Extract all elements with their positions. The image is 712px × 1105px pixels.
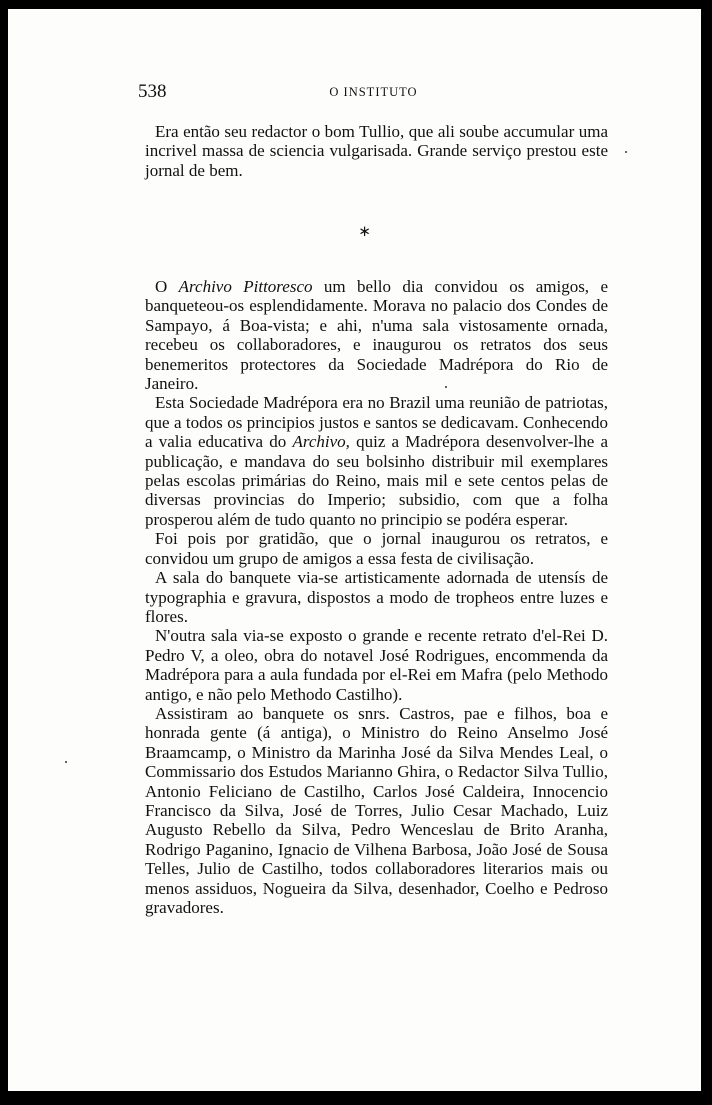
paper-speck — [445, 386, 447, 388]
asterisk-glyph: ∗ — [358, 222, 371, 240]
p2-start: Esta Sociedade Madrépora era no Brazil uma reunião de patriotas, que a todos os principios justos e santos se dedicavam. Conhecendo a valia educativa do — [145, 393, 608, 452]
paragraph-4: A sala do banquete via-se artisticamente adornada de utensís de typographia e gravura, dispostos a modo de tropheos entre luzes e flores. — [145, 568, 608, 626]
paper-speck — [65, 761, 67, 763]
paper-speck — [625, 151, 627, 153]
section-separator — [8, 222, 701, 240]
running-head — [138, 81, 609, 105]
paragraph-6: Assistiram ao banquete os snrs. Castros, pae e filhos, boa e honrada gente (á antiga), o Ministro do Reino Anselmo José Braamcamp, o Ministro da Marinha José da Silva Mendes Leal, o Commissario dos Estudos Marianno Ghira, o Redactor Silva Tullio, Antonio Feliciano de Castilho, Carlos José Caldeira, Innocencio Francisco da Silva, José de Torres, Julio Cesar Machado, Luiz Augusto Rebello da Silva, Pedro Wenceslau de Brito Aranha, Rodrigo Paganino, Ignacio de Vilhena Barbosa, João José de Sousa Telles, Julio de Castilho, todos collaboradores literarios mais ou menos assiduos, Nogueira da Silva, desenhador, Coelho e Pedroso gravadores. — [145, 703, 608, 917]
p2-rest: quiz a Madrépora desenvolver-lhe a publicação, e mandava do seu bolsinho distribuir mil exemplares pelas escolas primárias do Reino, mais mil e sete centos pelas de diversas provincias do Imperio; subsidio, com que a folha prosperou além de tudo quanto no principio se podéra esperar. — [145, 432, 608, 529]
paragraph-3: Foi pois por gratidão, que o jornal inaugurou os retratos, e convidou um grupo de amigos a essa festa de civilisação. — [145, 529, 608, 568]
paragraph-1 — [145, 277, 608, 393]
running-title: O INSTITUTO — [329, 85, 418, 99]
section-2-text — [145, 277, 608, 917]
book-page — [8, 9, 701, 1091]
page-number: 538 — [138, 81, 167, 102]
p1-start: O — [155, 277, 179, 296]
paragraph-5: N'outra sala via-se exposto o grande e recente retrato d'el-Rei D. Pedro V, a oleo, obra do notavel José Rodrigues, encommenda da Madrépora para a aula fundada por el-Rei em Mafra (pelo Methodo antigo, e não pelo Methodo Castilho). — [145, 626, 608, 704]
p1-rest: um bello dia convidou os amigos, e banqueteou-os esplendidamente. Morava no palacio dos Condes de Sampayo, á Boa-vista; e ahi, n'uma sala vistosamente ornada, recebeu os collaboradores, e inaugurou os retratos dos seus benemeritos protectores da Sociedade Madrépora do Rio de Janeiro. — [145, 277, 608, 394]
journal-title-italic: Archivo Pittoresco — [178, 277, 313, 296]
journal-title-italic: Archivo, — [292, 432, 350, 452]
paragraph-2 — [145, 393, 608, 529]
section-1-text — [145, 122, 608, 180]
paragraph: Era então seu redactor o bom Tullio, que ali soube accumular uma incrivel massa de sciencia vulgarisada. Grande serviço prestou este jornal de bem. — [145, 122, 608, 180]
